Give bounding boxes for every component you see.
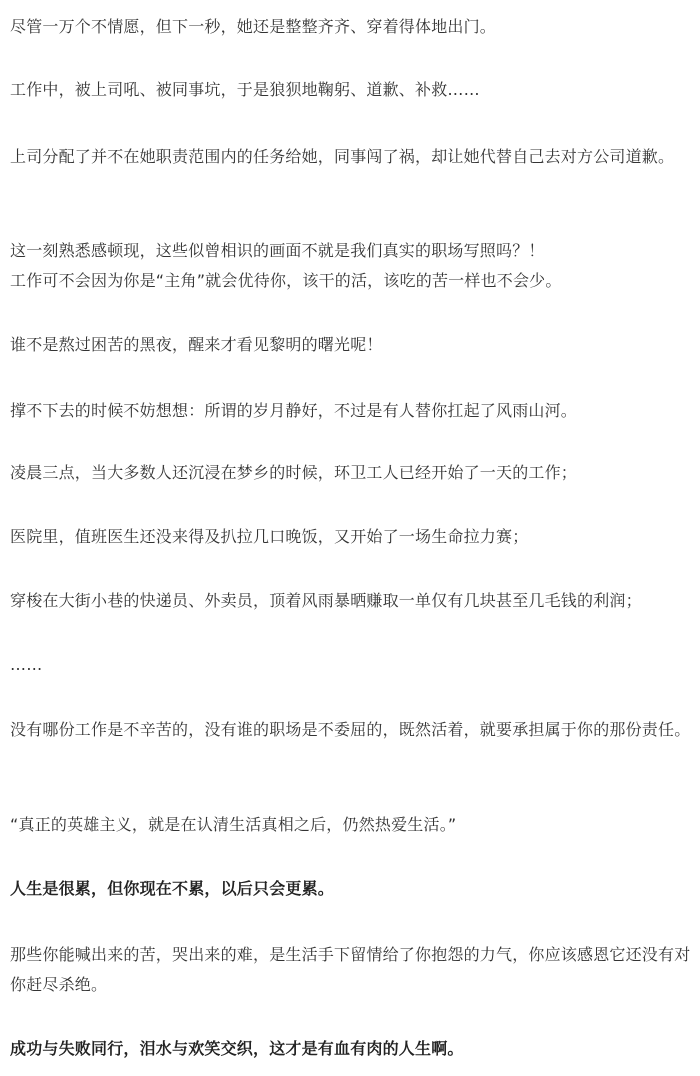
paragraph-heroism-quote: “真正的英雄主义，就是在认清生活真相之后，仍然热爱生活。” [10,815,457,834]
paragraph-couriers: 穿梭在大街小巷的快递员、外卖员，顶着风雨暴晒赚取一单仅有几块甚至几毛钱的利润； [10,591,642,610]
paragraph-responsibility: 没有哪份工作是不辛苦的，没有谁的职场是不委屈的，既然活着，就要承担属于你的那份责任。 [10,720,691,739]
workplace-reality-line-2: 工作可不会因为你是“主角”就会优待你，该干的活，该吃的苦一样也不会少。 [10,271,562,290]
paragraph-apology-task: 上司分配了并不在她职责范围内的任务给她，同事闯了祸，却让她代替自己去对方公司道歉。 [10,147,675,166]
paragraph-life-is-tiring: 人生是很累，但你现在不累，以后只会更累。 [10,879,335,898]
paragraph-sanitation-workers: 凌晨三点，当大多数人还沉浸在梦乡的时候，环卫工人已经开始了一天的工作； [10,463,578,482]
paragraph-doctors: 医院里，值班医生还没来得及扒拉几口晚饭，又开始了一场生命拉力赛； [10,527,529,546]
paragraph-reluctant-departure: 尽管一万个不情愿，但下一秒，她还是整整齐齐、穿着得体地出门。 [10,17,497,36]
paragraph-work-troubles: 工作中，被上司吼、被同事坑，于是狼狈地鞠躬、道歉、补救…… [10,80,480,99]
paragraph-dark-night: 谁不是熬过困苦的黑夜，醒来才看见黎明的曙光呢！ [10,335,383,354]
workplace-reality-line-1: 这一刻熟悉感顿现，这些似曾相识的画面不就是我们真实的职场写照吗？！ [10,241,545,260]
paragraph-workplace-reality [10,236,692,296]
paragraph-ellipsis: …… [10,655,43,674]
paragraph-carrying-burden: 撑不下去的时候不妨想想：所谓的岁月静好，不过是有人替你扛起了风雨山河。 [10,401,578,420]
paragraph-success-and-failure: 成功与失败同行，泪水与欢笑交织，这才是有血有肉的人生啊。 [10,1039,464,1058]
paragraph-gratitude: 那些你能喊出来的苦，哭出来的难，是生活手下留情给了你抱怨的力气，你应该感恩它还没有对你赶尽杀绝。 [10,945,691,994]
